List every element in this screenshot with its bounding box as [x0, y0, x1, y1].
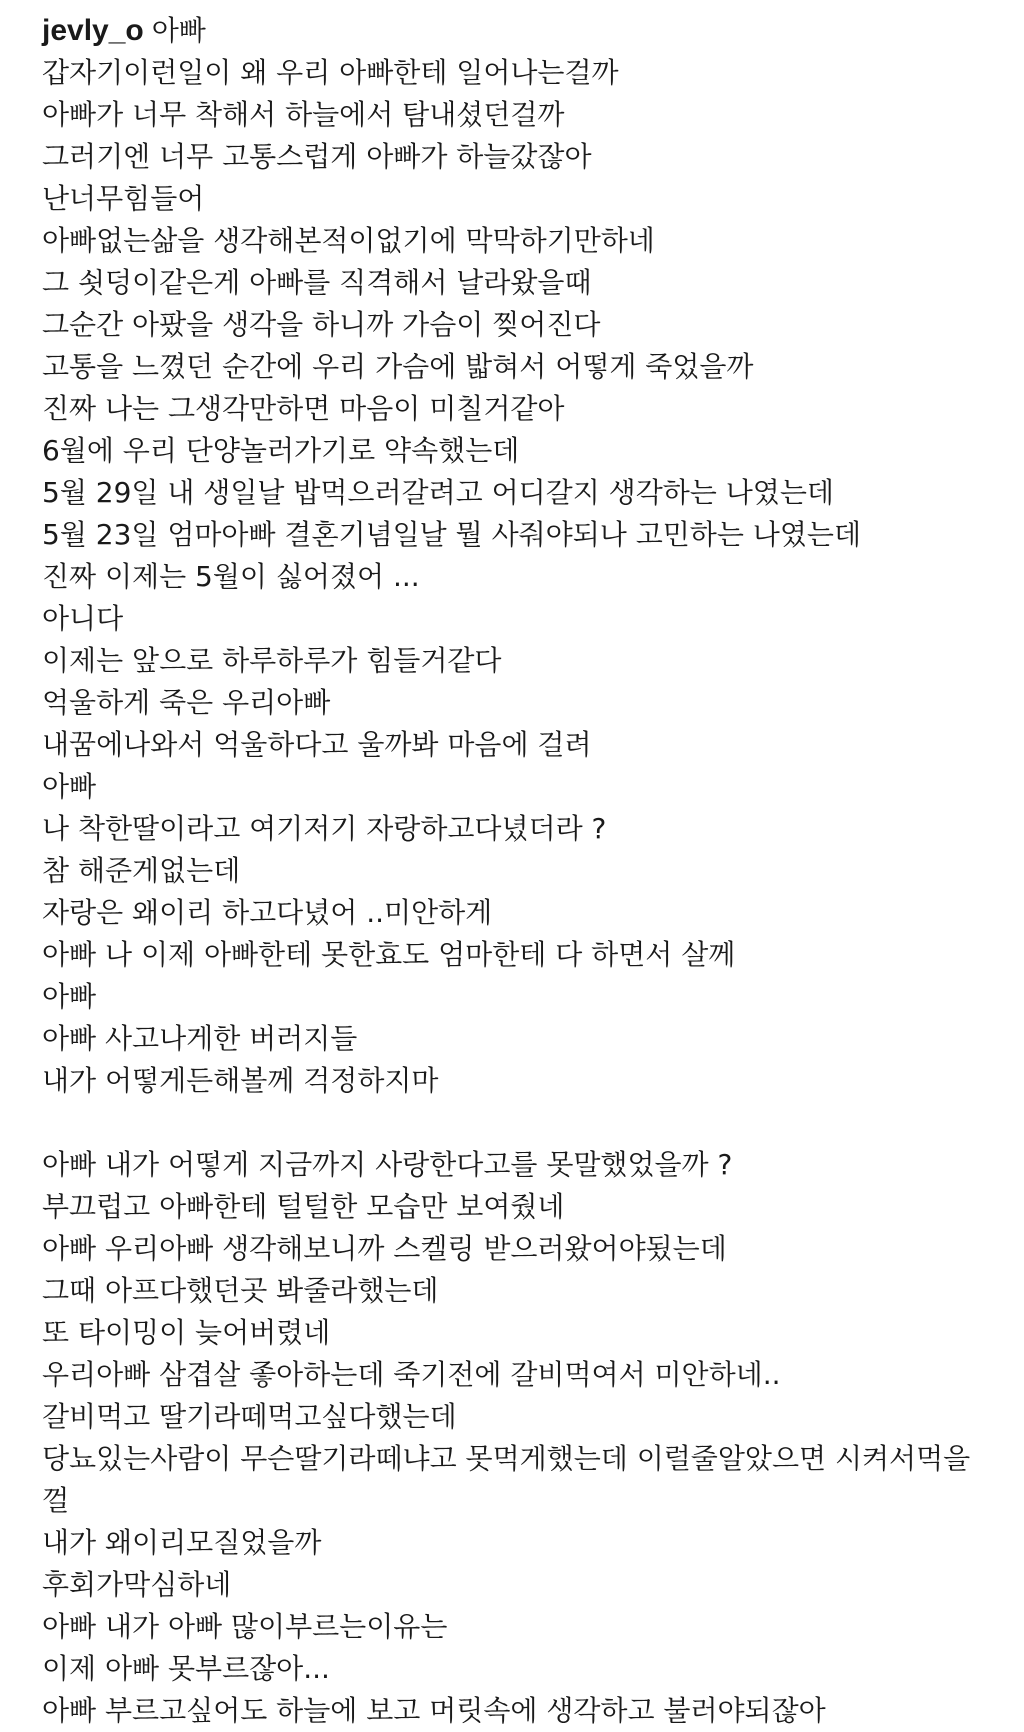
blank-line: [42, 1102, 992, 1144]
caption-line: 아빠: [42, 770, 97, 803]
caption-line: 억울하게 죽은 우리아빠: [42, 686, 331, 719]
caption-text: 아빠: [151, 14, 206, 47]
caption-line: 내꿈에나와서 억울하다고 울까봐 마음에 걸려: [42, 728, 592, 761]
caption-line: 진짜 이제는 5월이 싫어졌어 ...: [42, 560, 420, 593]
caption-line: 당뇨있는사람이 무슨딸기라떼냐고 못먹게했는데 이럴줄알았으면 시켜서먹을껄: [42, 1442, 971, 1517]
caption-line: 아빠 사고나게한 버러지들: [42, 1022, 358, 1055]
caption-line: 우리아빠 삼겹살 좋아하는데 죽기전에 갈비먹여서 미안하네..: [42, 1358, 781, 1391]
caption-line: 갈비먹고 딸기라떼먹고싶다했는데: [42, 1400, 457, 1433]
caption-line: 내가 어떻게든해볼께 걱정하지마: [42, 1064, 439, 1097]
caption-line: 6월에 우리 단양놀러가기로 약속했는데: [42, 434, 520, 467]
caption-line: 아빠 내가 어떻게 지금까지 사랑한다고를 못말했었을까 ?: [42, 1148, 733, 1181]
caption-line: 이제는 앞으로 하루하루가 힘들거같다: [42, 644, 502, 677]
caption-line-0: [42, 10, 992, 52]
caption-line: 5월 23일 엄마아빠 결혼기념일날 뭘 사줘야되나 고민하는 나였는데: [42, 518, 861, 551]
caption-line: 나 착한딸이라고 여기저기 자랑하고다녔더라 ?: [42, 812, 607, 845]
caption-line: 아빠 나 이제 아빠한테 못한효도 엄마한테 다 하면서 살께: [42, 938, 736, 971]
post-caption: [42, 10, 992, 1732]
caption-line: 참 해준게없는데: [42, 854, 241, 887]
caption-line: 진짜 나는 그생각만하면 마음이 미칠거같아: [42, 392, 565, 425]
caption-line: 아빠없는삶을 생각해본적이없기에 막막하기만하네: [42, 224, 655, 257]
caption-line: 고통을 느꼈던 순간에 우리 가슴에 밟혀서 어떻게 죽었을까: [42, 350, 754, 383]
caption-line: 그러기엔 너무 고통스럽게 아빠가 하늘갔잖아: [42, 140, 592, 173]
caption-line: 아니다: [42, 602, 124, 635]
caption-line: 그 쇳덩이같은게 아빠를 직격해서 날라왔을때: [42, 266, 592, 299]
username[interactable]: jevly_o: [42, 14, 144, 47]
caption-line: 그순간 아팠을 생각을 하니까 가슴이 찢어진다: [42, 308, 601, 341]
caption-line: 5월 29일 내 생일날 밥먹으러갈려고 어디갈지 생각하는 나였는데: [42, 476, 834, 509]
caption-line: 아빠 부르고싶어도 하늘에 보고 머릿속에 생각하고 불러야되잖아: [42, 1694, 826, 1727]
caption-line: 자랑은 왜이리 하고다녔어 ..미안하게: [42, 896, 493, 929]
caption-line: 또 타이밍이 늦어버렸네: [42, 1316, 331, 1349]
caption-line: 그때 아프다했던곳 봐줄라했는데: [42, 1274, 439, 1307]
caption-line: 후회가막심하네: [42, 1568, 232, 1601]
caption-line: 아빠 내가 아빠 많이부르는이유는: [42, 1610, 448, 1643]
caption-line: 아빠: [42, 980, 97, 1013]
caption-line: 이제 아빠 못부르잖아...: [42, 1652, 330, 1685]
caption-line: 아빠 우리아빠 생각해보니까 스켈링 받으러왔어야됬는데: [42, 1232, 727, 1265]
caption-line: 부끄럽고 아빠한테 털털한 모습만 보여줬네: [42, 1190, 565, 1223]
caption-line: 내가 왜이리모질었을까: [42, 1526, 322, 1559]
caption-line: 갑자기이런일이 왜 우리 아빠한테 일어나는걸까: [42, 56, 619, 89]
caption-line: 난너무힘들어: [42, 182, 205, 215]
caption-line: 아빠가 너무 착해서 하늘에서 탐내셨던걸까: [42, 98, 565, 131]
